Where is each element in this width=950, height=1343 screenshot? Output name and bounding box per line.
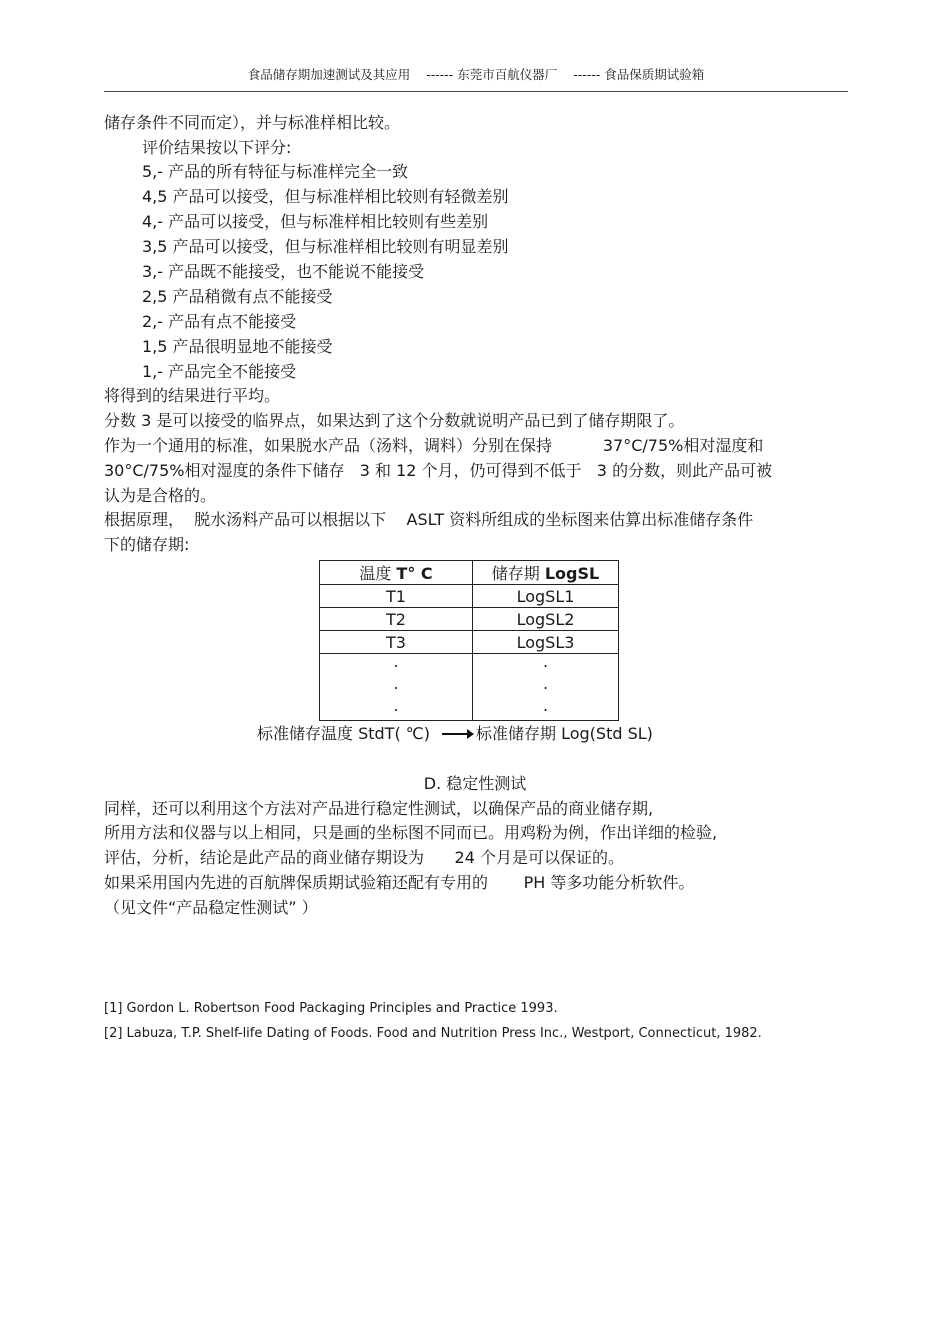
header-product: ------ 食品保质期试验箱	[573, 67, 705, 82]
reference-item: [2] Labuza, T.P. Shelf-life Dating of Foods. Food and Nutrition Press Inc., Westport, Connecticut, 1982.	[104, 1026, 762, 1041]
table-cell: LogSL2	[473, 608, 619, 631]
reference-item: [1] Gordon L. Robertson Food Packaging Principles and Practice 1993.	[104, 1001, 558, 1016]
ellipsis-cell: . . .	[320, 654, 473, 721]
section-title: D. 稳定性测试	[423, 774, 527, 793]
table-row	[320, 631, 619, 654]
page-header	[104, 66, 848, 92]
paragraph: （见文件“产品稳定性测试” ）	[104, 898, 318, 917]
paragraph: 认为是合格的。	[104, 486, 217, 505]
ellipsis-cell: . . .	[473, 654, 619, 721]
score-item: 1,5 产品很明显地不能接受	[142, 337, 333, 356]
column-header-temperature: 温度 T° C	[320, 561, 473, 585]
score-item: 4,5 产品可以接受，但与标准样相比较则有轻微差别	[142, 187, 509, 206]
table-row	[320, 608, 619, 631]
table-cell: T1	[320, 585, 473, 608]
score-item: 2,- 产品有点不能接受	[142, 312, 297, 331]
score-item: 3,5 产品可以接受，但与标准样相比较则有明显差别	[142, 237, 509, 256]
arrow-right-icon	[442, 733, 472, 735]
paragraph: 下的储存期:	[104, 535, 190, 554]
table-cell: T3	[320, 631, 473, 654]
score-item: 2,5 产品稍微有点不能接受	[142, 287, 333, 306]
table-cell: LogSL3	[473, 631, 619, 654]
aslt-table	[319, 560, 619, 721]
table-header-row	[320, 561, 619, 585]
paragraph: 所用方法和仪器与以上相同，只是画的坐标图不同而已。用鸡粉为例，作出详细的检验,	[104, 823, 718, 842]
conversion-line	[257, 723, 653, 745]
header-company: ------ 东莞市百航仪器厂	[426, 67, 558, 82]
score-item: 4,- 产品可以接受，但与标准样相比较则有些差别	[142, 212, 489, 231]
paragraph: 同样，还可以利用这个方法对产品进行稳定性测试，以确保产品的商业储存期,	[104, 799, 654, 818]
score-item: 3,- 产品既不能接受，也不能说不能接受	[142, 262, 425, 281]
table-cell: T2	[320, 608, 473, 631]
header-title: 食品储存期加速测试及其应用	[247, 67, 411, 82]
paragraph: 评估，分析，结论是此产品的商业储存期设为 24 个月是可以保证的。	[104, 848, 624, 867]
score-item: 1,- 产品完全不能接受	[142, 362, 297, 381]
table-row	[320, 585, 619, 608]
table-row-ellipsis	[320, 654, 619, 721]
paragraph: 30°C/75%相对湿度的条件下储存 3 和 12 个月，仍可得到不低于 3 的分数，则此产品可被	[104, 461, 773, 480]
table-cell: LogSL1	[473, 585, 619, 608]
paragraph: 根据原理， 脱水汤料产品可以根据以下 ASLT 资料所组成的坐标图来估算出标准储存条件	[104, 510, 754, 529]
standard-shelf-life-label: 标准储存期 Log(Std SL)	[476, 724, 653, 743]
paragraph: 评价结果按以下评分:	[142, 138, 292, 157]
paragraph: 储存条件不同而定），并与标准样相比较。	[104, 113, 401, 132]
paragraph: 分数 3 是可以接受的临界点，如果达到了这个分数就说明产品已到了储存期限了。	[104, 411, 685, 430]
paragraph: 如果采用国内先进的百航牌保质期试验箱还配有专用的 PH 等多功能分析软件。	[104, 873, 695, 892]
score-item: 5,- 产品的所有特征与标准样完全一致	[142, 162, 409, 181]
standard-temperature-label: 标准储存温度 StdT( ℃)	[257, 724, 430, 743]
paragraph: 将得到的结果进行平均。	[104, 386, 281, 405]
column-header-shelf-life: 储存期 LogSL	[473, 561, 619, 585]
paragraph: 作为一个通用的标准，如果脱水产品（汤料，调料）分别在保持 37°C/75%相对湿度和	[104, 436, 764, 455]
